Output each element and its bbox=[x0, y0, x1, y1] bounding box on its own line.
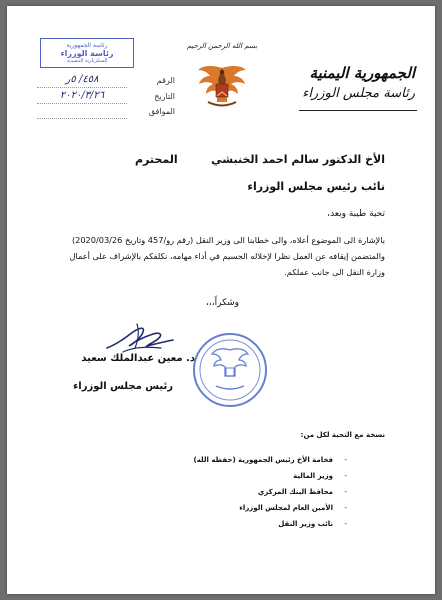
cc-item: - فخامة الأخ رئيس الجمهورية (حفظه الله) bbox=[185, 452, 385, 468]
cc-item: - الأمين العام لمجلس الوزراء bbox=[185, 500, 385, 516]
cc-item: - محافظ البنك المركزي bbox=[185, 484, 385, 500]
addressee-title: نائب رئيس مجلس الوزراء bbox=[247, 180, 385, 193]
cc-item: - نائب وزير النقل bbox=[185, 516, 385, 532]
cc-title: نسخة مع التحية لكل من: bbox=[300, 431, 385, 439]
meta-number-label: الرقم bbox=[156, 76, 175, 85]
office-name: رئاسة مجلس الوزراء bbox=[302, 86, 415, 101]
signer-name: د. معين عبدالملك سعيد bbox=[81, 353, 195, 364]
letter-paragraph: بالإشارة الى الموضوع أعلاه، والى خطابنا الى وزير النقل (رقم رو/457 وتاريخ 2020/03/26) والمتضمن إيقافه عن العمل نظرا لإخلاله الجسيم في أداء مهامه، نكلفكم بالإشراف على أعمال وزارة النقل الى جانب عملكم. bbox=[69, 235, 385, 277]
meta-corresponding-value bbox=[37, 105, 127, 119]
closing-thanks: وشكراً،،، bbox=[205, 298, 239, 308]
honorific: المحترم bbox=[135, 153, 178, 166]
reference-stamp bbox=[40, 38, 134, 68]
official-seal-icon bbox=[190, 330, 270, 410]
stamp-line-1: رئاسة الجمهورية bbox=[66, 42, 108, 49]
meta-corresponding-row bbox=[35, 107, 175, 120]
addressee-name: الأخ الدكتور سالم احمد الخنبشي bbox=[211, 153, 385, 166]
country-name: الجمهورية اليمنية bbox=[309, 64, 415, 82]
basmala: بسم الله الرحمن الرحيم bbox=[186, 42, 258, 50]
meta-date-value: ٢٠٢٠/٣/٢٦ bbox=[37, 90, 127, 104]
greeting: تحية طيبة وبعد، bbox=[327, 209, 385, 219]
stamp-line-2: رئاسة الوزراء bbox=[60, 49, 114, 58]
cc-list bbox=[185, 452, 385, 532]
header-underline bbox=[299, 110, 417, 111]
meta-number-row bbox=[35, 76, 175, 89]
meta-date-label: التاريخ bbox=[154, 92, 175, 101]
meta-corresponding-label: الموافق bbox=[148, 107, 175, 116]
letter-page bbox=[7, 6, 435, 594]
signer-title: رئيس مجلس الوزراء bbox=[73, 381, 173, 392]
meta-number-value: ٤٥٨/ ٥ر bbox=[37, 74, 127, 88]
cc-item: - وزير المالية bbox=[185, 468, 385, 484]
stamp-line-3: السكرتارية التنفيذية bbox=[66, 58, 108, 64]
yemen-eagle-emblem-icon bbox=[196, 62, 248, 110]
meta-date-row bbox=[35, 92, 175, 105]
